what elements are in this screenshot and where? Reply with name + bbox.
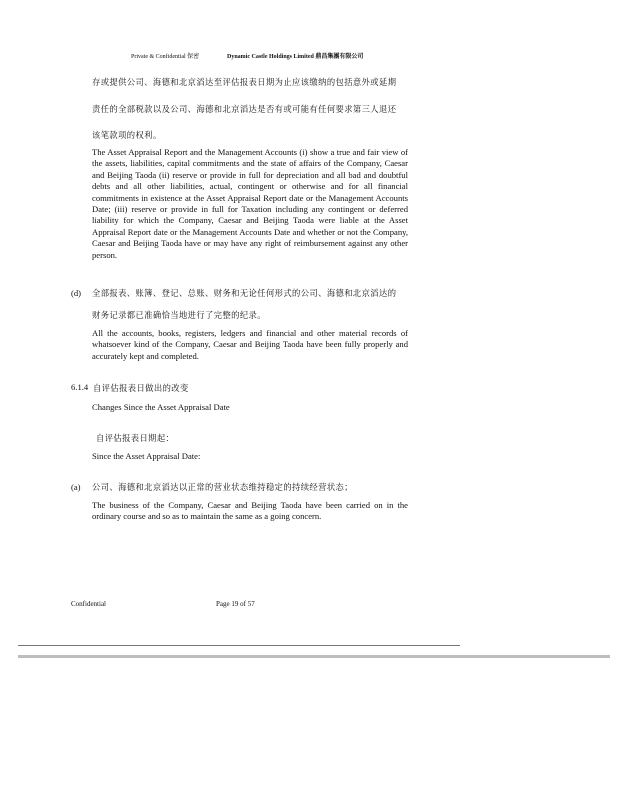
section-title-cn: 自评估报表日做出的改变 — [93, 383, 189, 393]
header-confidential-label: Private & Confidential 保密 — [131, 54, 200, 60]
item-a-en-paragraph: The business of the Company, Caesar and Beijing Taoda have been carried on in the ordinary course and so as to maintain the same as a going concern. — [92, 500, 408, 522]
cn-intro-line-2: 责任的全部税款以及公司、海德和北京滔达是否有或可能有任何要求第三人退还 — [92, 104, 397, 114]
item-d-cn-line-1: 全部报表、账簿、登记、总账、财务和无论任何形式的公司、海德和北京滔达的 — [92, 288, 397, 298]
since-date-en: Since the Asset Appraisal Date: — [92, 451, 201, 461]
item-d-cn-line-2: 财务记录都已准确恰当地进行了完整的纪录。 — [92, 310, 266, 320]
cn-intro-line-3: 该笔款项的权利。 — [92, 130, 162, 140]
footer-confidential: Confidential — [71, 600, 106, 608]
cn-intro-line-1: 存或提供公司、海德和北京滔达至评估报表日期为止应该缴纳的包括意外或延期 — [92, 77, 397, 87]
since-date-cn: 自评估报表日期起： — [96, 433, 175, 443]
footer-page-number: Page 19 of 57 — [216, 600, 255, 608]
section-title-en: Changes Since the Asset Appraisal Date — [92, 402, 230, 412]
footer-divider-line — [18, 645, 460, 646]
en-intro-paragraph: The Asset Appraisal Report and the Management Accounts (i) show a true and fair view of the assets, liabilities, capital commitments and the state of affairs of the Company, Caesar and Beijing Taoda (ii) reserve or provide in full for depreciation and all bad and doubtful debts and all other liabilities, actual, contingent or otherwise and for all financial commitments in existence at the Asset Appraisal Report date or the Management Accounts Date; (iii) reserve or provide in full for Taxation including any contingent or deferred liability for which the Company, Caesar and Beijing Taoda were liable at the Asset Appraisal Report date or the Management Accounts Date and whether or not the Company, Caesar and Beijing Taoda have or may have any right of reimbursement against any other person. — [92, 147, 408, 260]
section-number: 6.1.4 — [71, 382, 89, 392]
item-a-cn: 公司、海德和北京滔达以正常的营业状态维持稳定的持续经营状态； — [92, 482, 353, 492]
item-d-label: (d) — [71, 288, 82, 298]
item-a-label: (a) — [71, 482, 81, 492]
header-company-name: Dynamic Castle Holdings Limited 鼎昌集團有限公司 — [227, 54, 364, 60]
item-d-en-paragraph: All the accounts, books, registers, ledgers and financial and other material records of whatsoever kind of the Company, Caesar and Beijing Taoda have been fully properly and accurately kept and completed. — [92, 328, 408, 361]
page-bottom-border — [18, 655, 610, 658]
